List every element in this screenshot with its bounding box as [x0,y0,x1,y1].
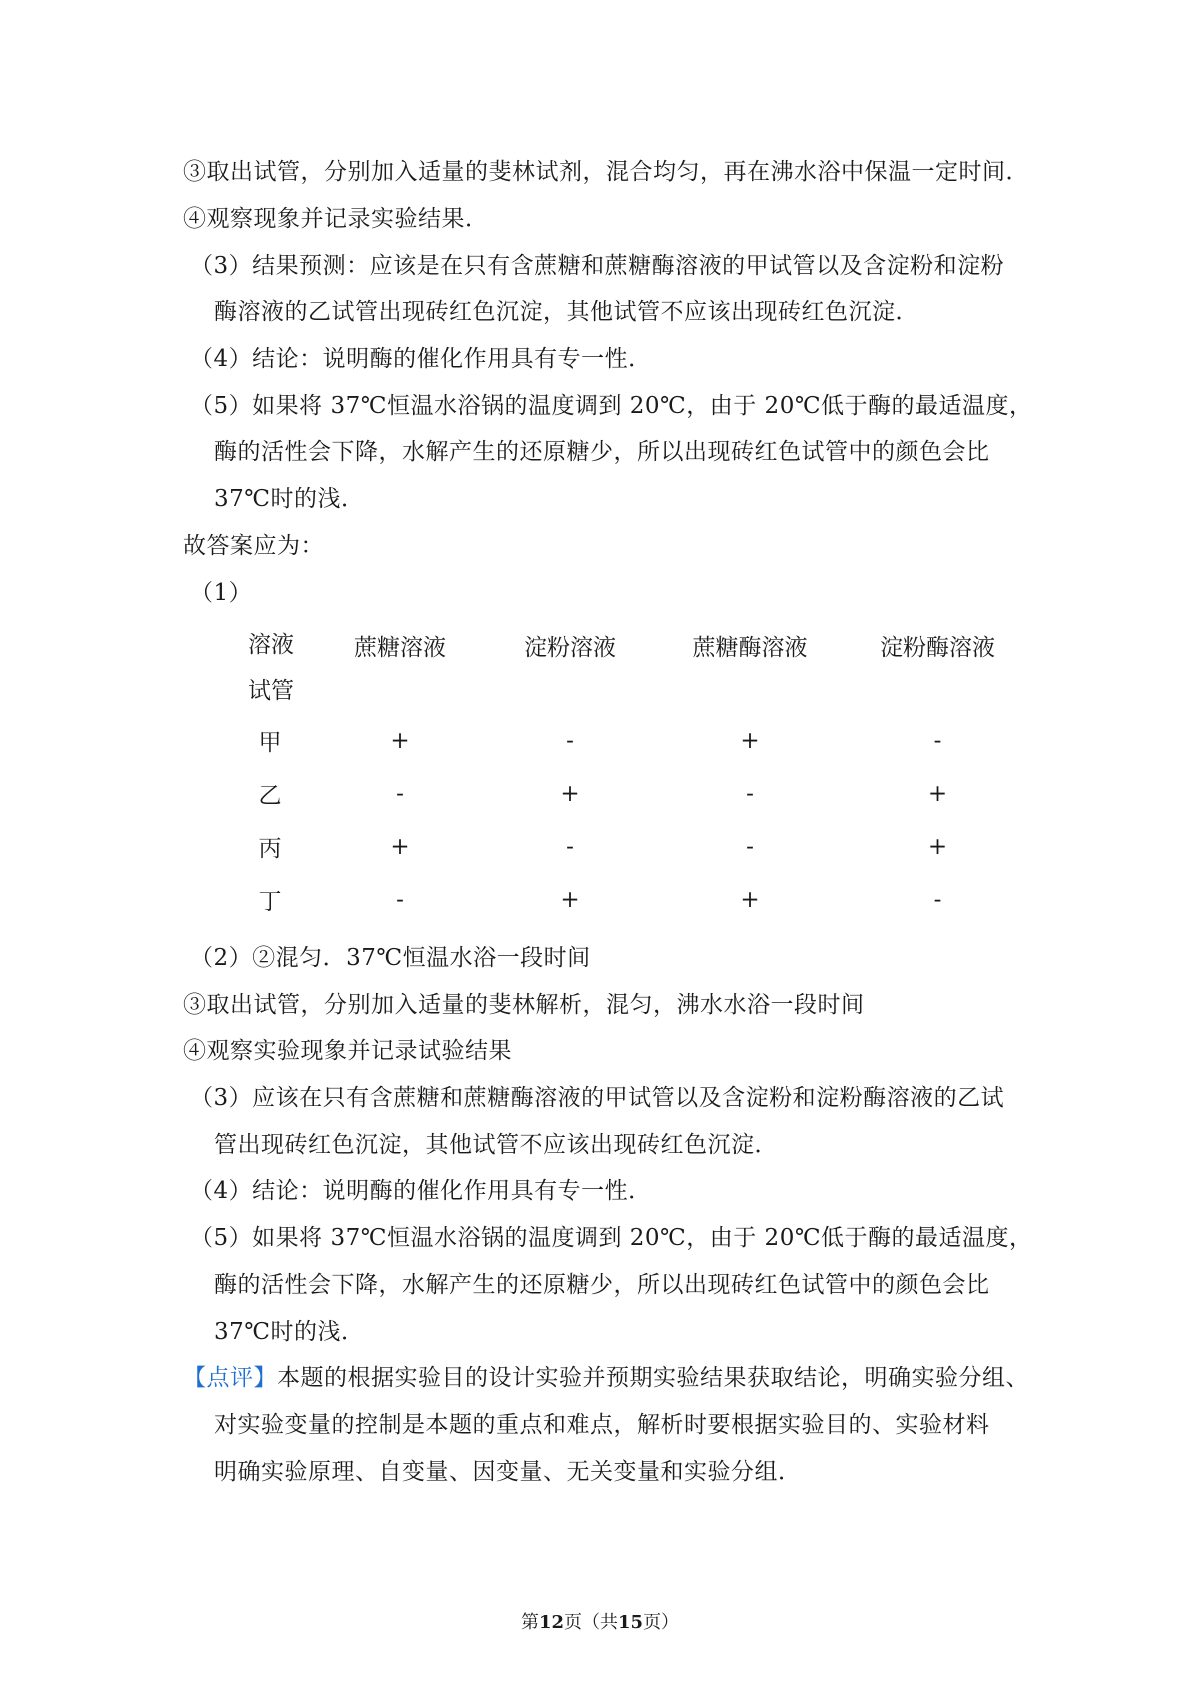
comment-line: 明确实验原理、自变量、因变量、无关变量和实验分组． [214,1459,802,1485]
table-cell: - [933,727,942,754]
text-line: （4）结论：说明酶的催化作用具有专一性． [190,1178,652,1204]
text-line: 37℃时的浅． [214,1319,365,1345]
text-line: 酶的活性会下降，水解产生的还原糖少，所以出现砖红色试管中的颜色会比 [214,1272,990,1298]
text-line: 酶的活性会下降，水解产生的还原糖少，所以出现砖红色试管中的颜色会比 [214,439,990,465]
text-line: （1） [190,580,253,606]
table-cell: - [746,833,754,860]
page-footer: 第12页（共15页） [520,1612,680,1633]
table-cell: - [933,886,942,913]
comment-line [183,1363,1029,1393]
table-cell: + [740,727,760,754]
table-row [220,767,1035,820]
text-line: （3）结果预测：应该是在只有含蔗糖和蔗糖酶溶液的甲试管以及含淀粉和淀粉 [190,253,1005,279]
tube-label: 丁 [258,889,282,915]
comment-line: 对实验变量的控制是本题的重点和难点，解析时要根据实验目的、实验材料 [214,1412,990,1438]
table-subheader-row [220,668,1035,714]
text-line: 故答案应为： [183,533,324,559]
text-line: ③取出试管，分别加入适量的斐林试剂，混合均匀，再在沸水浴中保温一定时间． [183,159,1029,185]
text-line: （2）②混匀．37℃恒温水浴一段时间 [190,945,591,971]
table-cell: + [560,886,580,913]
table-cell: + [560,780,580,807]
table-cell: + [927,833,948,860]
table-cell: - [566,833,574,860]
table-header-cell: 蔗糖酶溶液 [692,634,808,661]
text-line: （5）如果将 37℃恒温水浴锅的温度调到 20℃，由于 20℃低于酶的最适温度， [190,1225,1033,1251]
table-header-row [220,622,1035,668]
table-cell: + [927,780,948,807]
text-line: （4）结论：说明酶的催化作用具有专一性． [190,346,652,372]
tube-label: 甲 [258,730,282,756]
table-header-cell: 淀粉酶溶液 [880,634,995,661]
table-row [220,873,1035,926]
text-line: ④观察现象并记录实验结果． [183,206,489,232]
comment-tag: 【点评】 [183,1365,277,1391]
table-header-cell: 淀粉溶液 [524,634,616,661]
table-cell: - [566,727,574,754]
table-cell: + [390,833,410,860]
table-cell: - [396,780,404,807]
text-line: ④观察实验现象并记录试验结果 [183,1038,512,1064]
text-line: 37℃时的浅． [214,486,365,512]
comment-text: 本题的根据实验目的设计实验并预期实验结果获取结论，明确实验分组、 [277,1365,1029,1391]
table-header-cell: 蔗糖溶液 [354,634,446,661]
page-number: 12 [538,1612,564,1633]
answer-table [220,622,1035,926]
table-row [220,820,1035,873]
tube-label: 丙 [258,836,282,862]
table-cell: + [740,886,760,913]
text-line: 酶溶液的乙试管出现砖红色沉淀，其他试管不应该出现砖红色沉淀． [214,299,919,325]
text-line: （3）应该在只有含蔗糖和蔗糖酶溶液的甲试管以及含淀粉和淀粉酶溶液的乙试 [190,1085,1005,1111]
text-line: 管出现砖红色沉淀，其他试管不应该出现砖红色沉淀． [214,1132,778,1158]
table-cell: + [390,727,410,754]
table-corner-bottom: 试管 [248,678,294,704]
text-line: ③取出试管，分别加入适量的斐林解析，混匀，沸水水浴一段时间 [183,992,865,1018]
page-total: 15 [618,1612,644,1633]
table-row [220,714,1035,767]
text-line: （5）如果将 37℃恒温水浴锅的温度调到 20℃，由于 20℃低于酶的最适温度， [190,393,1033,419]
table-corner-top: 溶液 [248,632,294,658]
table-cell: - [396,886,404,913]
tube-label: 乙 [258,783,282,809]
table-cell: - [746,780,754,807]
